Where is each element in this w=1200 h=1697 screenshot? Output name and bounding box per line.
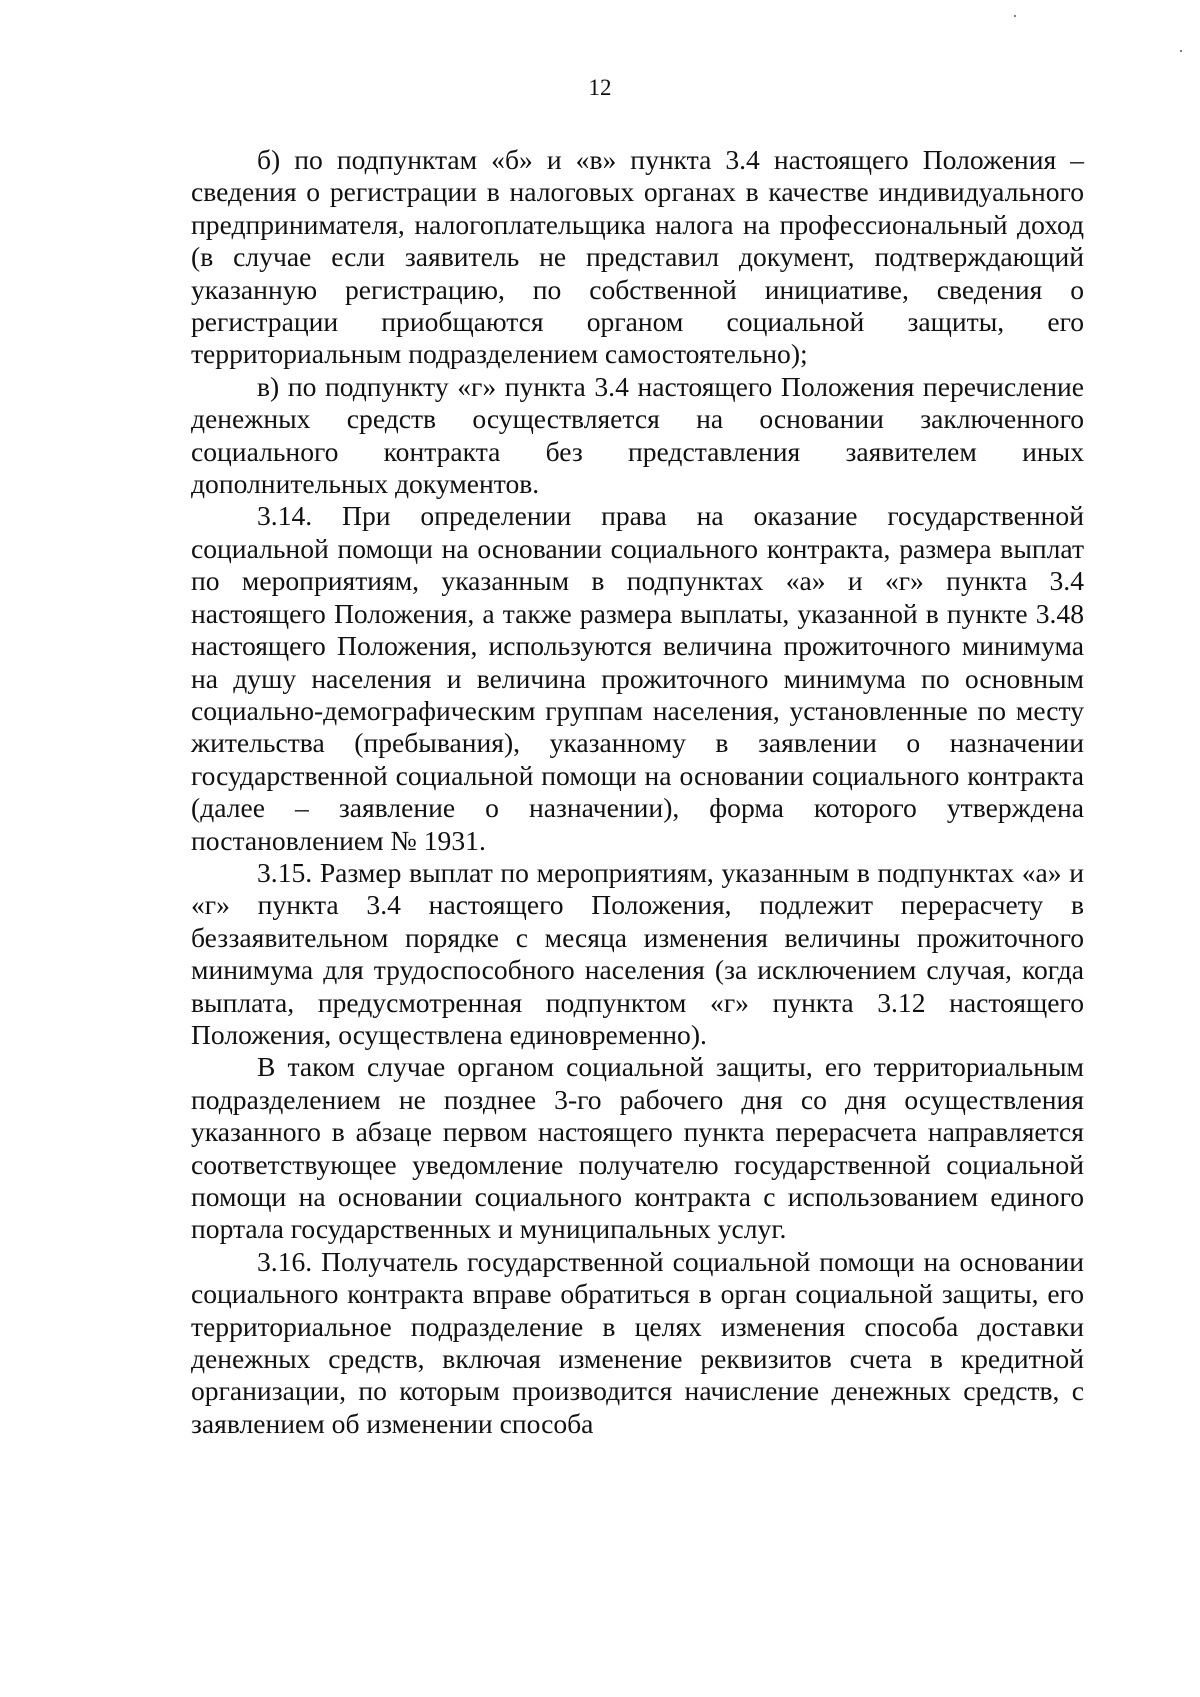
paragraph-3-15-notice: В таком случае органом социальной защиты, его территориальным подразделением не позднее 3-го рабочего дня со дня осуществления указанного в абзаце первом настоящего пункта перерасчета направляется соответствующее уведомление получателю государственной социальной помощи на основании социального контракта с использованием единого портала государственных и муниципальных услуг.: [191, 1051, 1084, 1245]
paragraph-3-16: 3.16. Получатель государственной социальной помощи на основании социального контракта вправе обратиться в орган социальной защиты, его территориальное подразделение в целях изменения способа доставки денежных средств, включая изменение реквизитов счета в кредитной организации, по которым производится начисление денежных средств, с заявлением об изменении способа: [191, 1245, 1084, 1439]
paragraph-3-15: 3.15. Размер выплат по мероприятиям, указанным в подпунктах «а» и «г» пункта 3.4 настоящего Положения, подлежит перерасчету в беззаявительном порядке с месяца изменения величины прожиточного минимума для трудоспособного населения (за исключением случая, когда выплата, предусмотренная подпунктом «г» пункта 3.12 настоящего Положения, осуществлена единовременно).: [191, 856, 1084, 1050]
scan-speck: [1014, 15, 1016, 17]
paragraph-b-subpoints: б) по подпунктам «б» и «в» пункта 3.4 настоящего Положения – сведения о регистрации в налоговых органах в качестве индивидуального предпринимателя, налогоплательщика налога на профессиональный доход (в случае если заявитель не представил документ, подтверждающий указанную регистрацию, по собственной инициативе, сведения о регистрации приобщаются органом социальной защиты, его территориальным подразделением самостоятельно);: [191, 144, 1084, 370]
page-number: 12: [588, 75, 612, 100]
paragraph-v-subpoint: в) по подпункту «г» пункта 3.4 настоящего Положения перечисление денежных средств осуществляется на основании заключенного социального контракта без представления заявителем иных дополнительных документов.: [191, 370, 1084, 500]
document-body: [191, 144, 1084, 1440]
scan-speck: [1180, 50, 1182, 52]
paragraph-3-14: 3.14. При определении права на оказание государственной социальной помощи на основании социального контракта, размера выплат по мероприятиям, указанным в подпунктах «а» и «г» пункта 3.4 настоящего Положения, а также размера выплаты, указанной в пункте 3.48 настоящего Положения, используются величина прожиточного минимума на душу населения и величина прожиточного минимума по основным социально-демографическим группам населения, установленные по месту жительства (пребывания), указанному в заявлении о назначении государственной социальной помощи на основании социального контракта (далее – заявление о назначении), форма которого утверждена постановлением № 1931.: [191, 500, 1084, 856]
